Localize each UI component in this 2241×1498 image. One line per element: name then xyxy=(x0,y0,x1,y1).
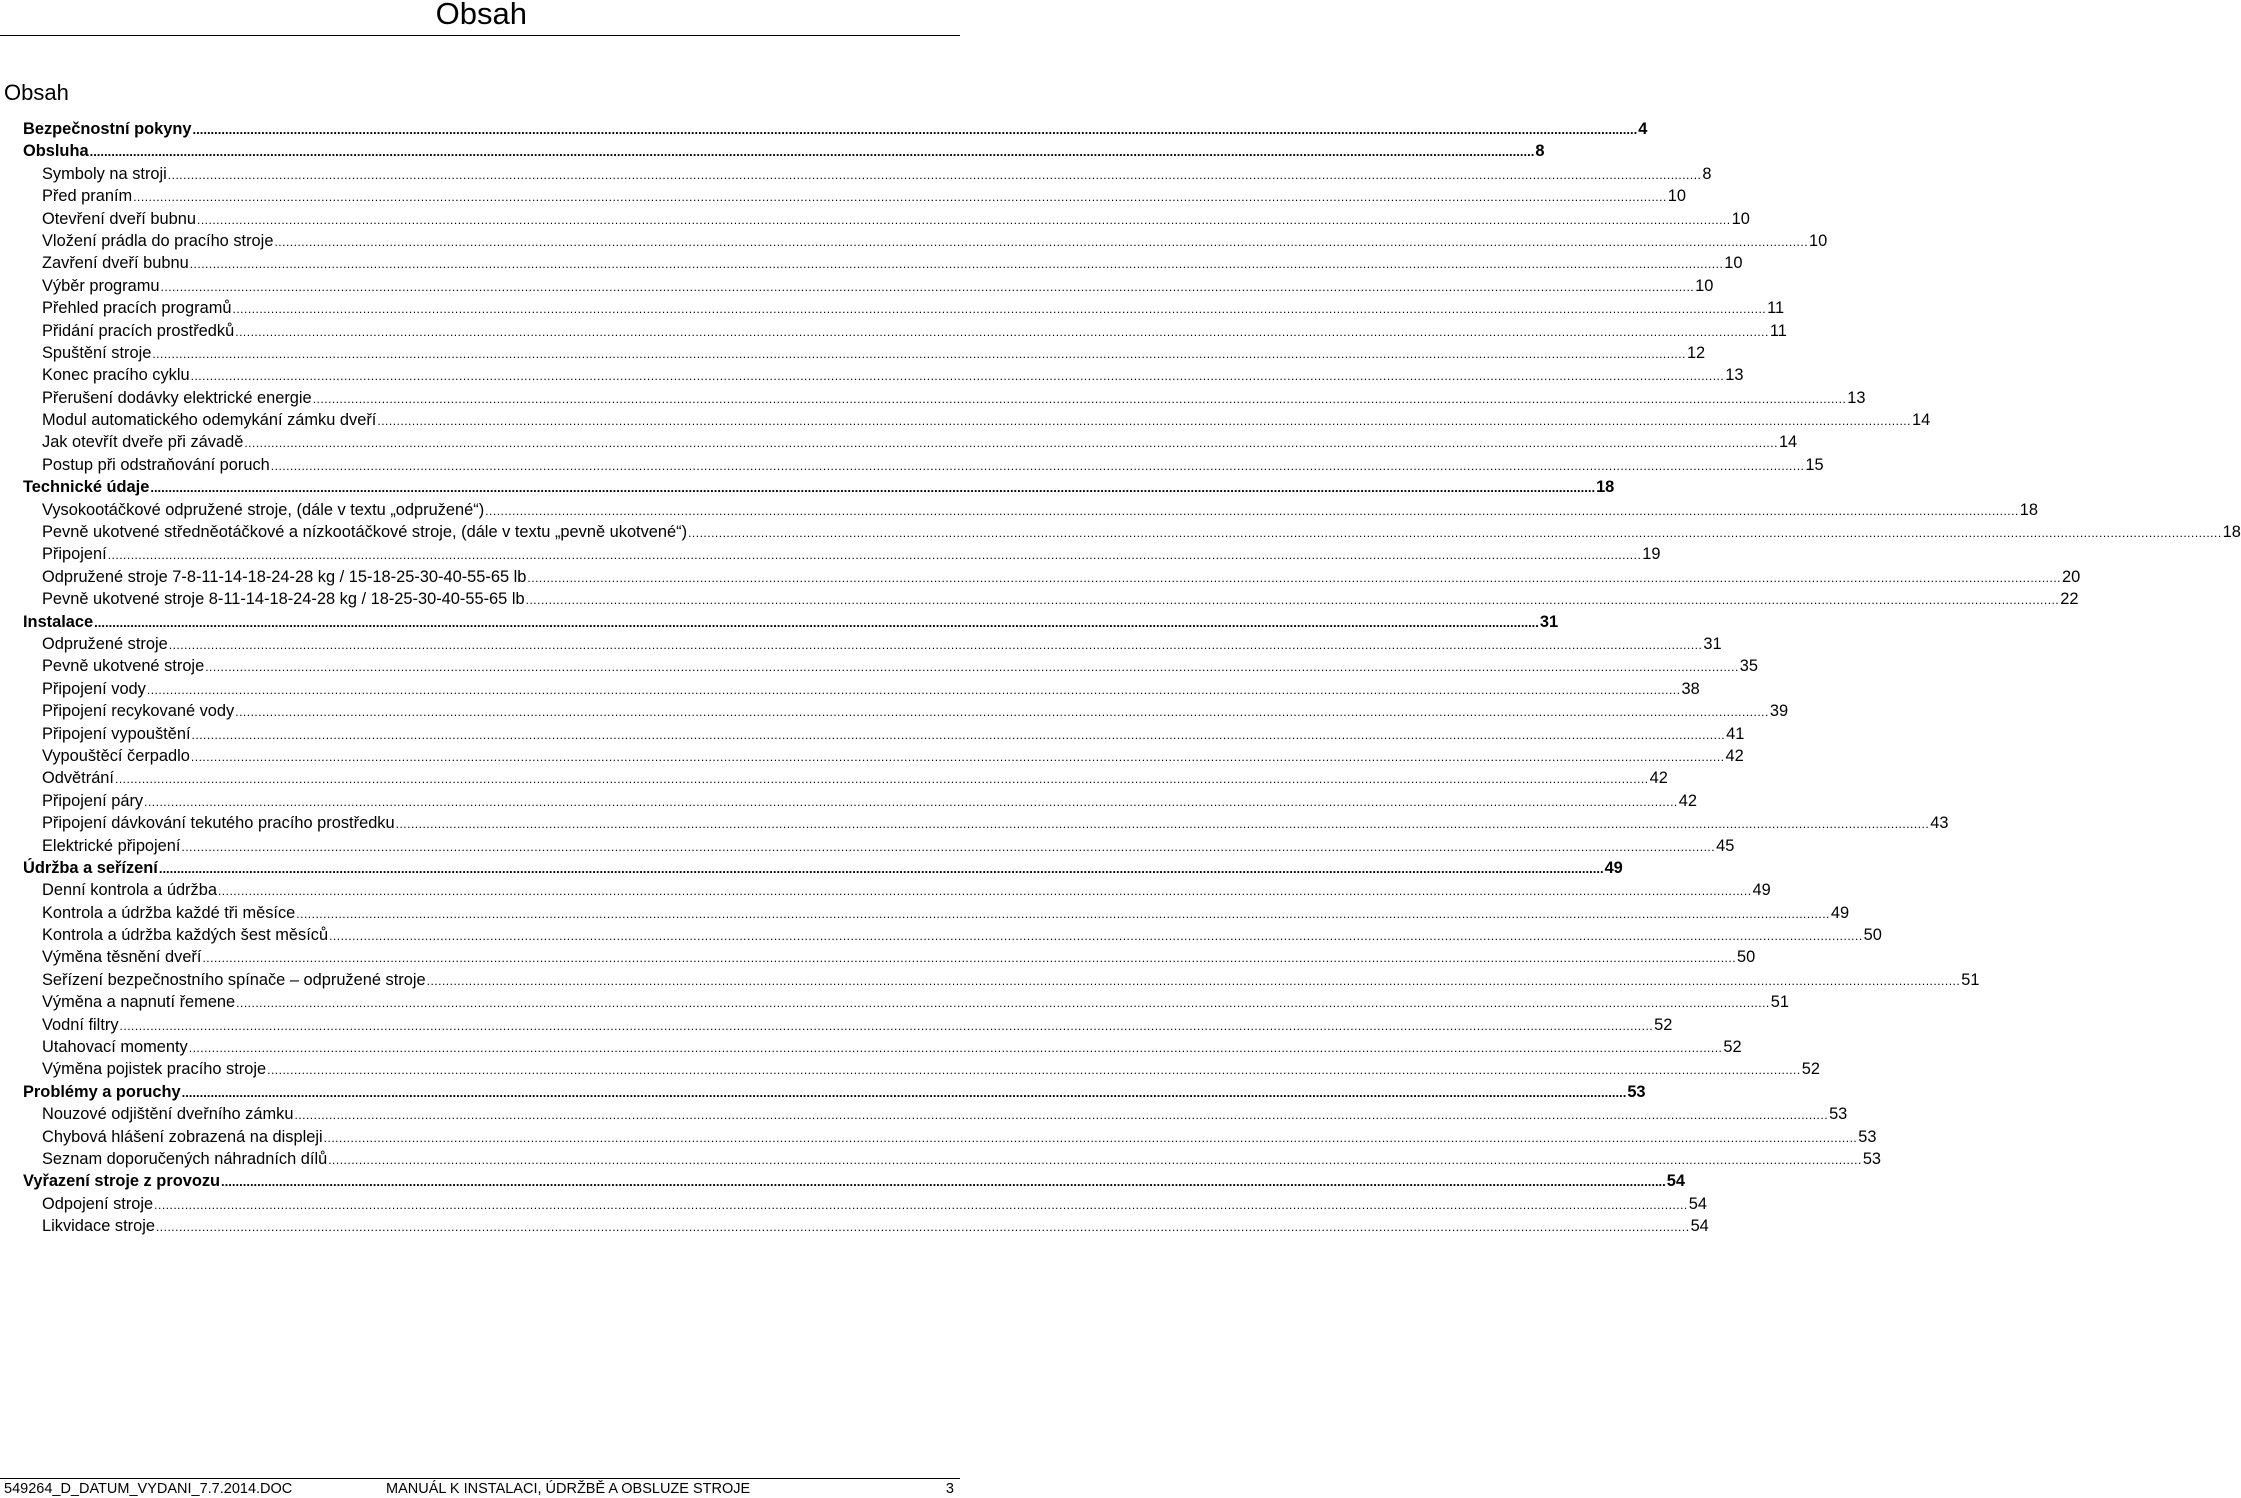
toc-section-entry[interactable] xyxy=(23,723,1745,745)
toc-dot-leader: ................................................................................................................................................................................................................................................................................................................................................................................................................ xyxy=(152,346,1686,361)
toc-page-number: 50 xyxy=(1737,948,1756,967)
toc-page-number: 31 xyxy=(1703,634,1722,653)
toc-page-number: 42 xyxy=(1725,746,1744,765)
toc-entry-text: Jak otevřít dveře při závadě xyxy=(42,433,244,452)
toc-section-entry[interactable] xyxy=(23,230,1828,252)
toc-entry-text: Připojení vody xyxy=(42,679,146,698)
toc-dot-leader: ................................................................................................................................................................................................................................................................................................................................................................................................................ xyxy=(190,749,1725,764)
page-footer xyxy=(0,1478,960,1498)
toc-entry-text: Vysokootáčkové odpružené stroje, (dále v textu „odpružené“) xyxy=(42,500,485,519)
page-header xyxy=(0,0,960,36)
toc-page-number: 49 xyxy=(1830,903,1850,922)
toc-dot-leader: ................................................................................................................................................................................................................................................................................................................................................................................................................ xyxy=(107,548,1642,563)
toc-page-number: 13 xyxy=(1847,388,1866,407)
toc-dot-leader: ................................................................................................................................................................................................................................................................................................................................................................................................................ xyxy=(312,391,1847,406)
toc-page-number: 53 xyxy=(1829,1105,1848,1124)
toc-page-number: 11 xyxy=(1769,321,1787,340)
toc-dot-leader: ................................................................................................................................................................................................................................................................................................................................................................................................................ xyxy=(192,122,1638,137)
toc-page-number: 10 xyxy=(1809,231,1828,250)
toc-page-number: 53 xyxy=(1862,1149,1882,1168)
toc-dot-leader: ................................................................................................................................................................................................................................................................................................................................................................................................................ xyxy=(527,570,2062,585)
toc-page-number: 31 xyxy=(1539,612,1559,631)
toc-section-entry[interactable] xyxy=(23,1215,1709,1237)
toc-dot-leader: ................................................................................................................................................................................................................................................................................................................................................................................................................ xyxy=(296,906,1830,921)
toc-page-number: 42 xyxy=(1678,791,1697,810)
toc-entry-text: Seznam doporučených náhradních dílů xyxy=(42,1149,328,1168)
toc-entry-text: Symboly na stroji xyxy=(42,164,167,183)
toc-entry-text: Otevření dveří bubnu xyxy=(42,209,196,228)
toc-entry-text: Chybová hlášení zobrazená na displeji xyxy=(42,1127,323,1146)
toc-entry-text: Problémy a poruchy xyxy=(23,1082,181,1101)
toc-dot-leader: ................................................................................................................................................................................................................................................................................................................................................................................................................ xyxy=(244,436,1778,451)
toc-entry-text: Technické údaje xyxy=(23,478,150,497)
toc-entry-text: Odpojení stroje xyxy=(42,1194,154,1213)
toc-section-entry[interactable] xyxy=(23,297,1785,319)
toc-section-entry[interactable] xyxy=(23,1193,1707,1215)
toc-dot-leader: ................................................................................................................................................................................................................................................................................................................................................................................................................ xyxy=(114,772,1649,787)
toc-entry-text: Výměna pojistek pracího stroje xyxy=(42,1060,267,1079)
toc-entry-text: Odpružené stroje xyxy=(42,634,168,653)
toc-section-entry[interactable] xyxy=(23,409,1931,431)
toc-section-entry[interactable] xyxy=(23,678,1700,700)
toc-section-entry[interactable] xyxy=(23,745,1744,767)
toc-dot-leader: ................................................................................................................................................................................................................................................................................................................................................................................................................ xyxy=(328,1152,1862,1167)
toc-page-number: 11 xyxy=(1767,299,1785,318)
toc-page-number: 14 xyxy=(1911,411,1931,430)
toc-entry-text: Likvidace stroje xyxy=(42,1217,155,1236)
toc-entry-text: Přehled pracích programů xyxy=(42,299,232,318)
toc-section-entry[interactable] xyxy=(23,252,1743,274)
toc-section-entry[interactable] xyxy=(23,924,1882,946)
footer-page-number: 3 xyxy=(945,1481,954,1497)
toc-section-entry[interactable] xyxy=(23,767,1668,789)
toc-entry-text: Odvětrání xyxy=(42,769,114,788)
toc-entry-text: Připojení recykované vody xyxy=(42,702,235,721)
toc-section-entry[interactable] xyxy=(23,543,1661,565)
toc-page-number: 10 xyxy=(1731,209,1750,228)
toc-page-number: 10 xyxy=(1695,276,1714,295)
toc-entry-text: Údržba a seřízení xyxy=(23,858,158,877)
toc-dot-leader: ................................................................................................................................................................................................................................................................................................................................................................................................................ xyxy=(323,1130,1858,1145)
toc-dot-leader: ................................................................................................................................................................................................................................................................................................................................................................................................................ xyxy=(329,929,1863,944)
toc-dot-leader: ................................................................................................................................................................................................................................................................................................................................................................................................................ xyxy=(377,414,1911,429)
toc-section-entry[interactable] xyxy=(23,387,1866,409)
footer-rule xyxy=(0,1478,960,1479)
toc-page-number: 13 xyxy=(1725,366,1744,385)
toc-page-number: 18 xyxy=(2222,523,2241,542)
toc-page-number: 12 xyxy=(1686,343,1706,362)
toc-chapter-entry[interactable] xyxy=(23,1081,1646,1103)
toc-entry-text: Vodní filtry xyxy=(42,1015,119,1034)
toc-entry-text: Denní kontrola a údržba xyxy=(42,881,217,900)
toc-page-number: 8 xyxy=(1535,142,1545,161)
toc-section-entry[interactable] xyxy=(23,342,1706,364)
toc-dot-leader: ................................................................................................................................................................................................................................................................................................................................................................................................................ xyxy=(119,1018,1654,1033)
toc-entry-text: Konec pracího cyklu xyxy=(42,366,190,385)
toc-page-number: 45 xyxy=(1716,836,1735,855)
toc-entry-text: Zavření dveří bubnu xyxy=(42,254,189,273)
toc-page-number: 51 xyxy=(1770,993,1789,1012)
toc-heading: Obsah xyxy=(4,80,69,105)
toc-entry-text: Připojení dávkování tekutého pracího prostředku xyxy=(42,814,395,833)
toc-entry-text: Připojení vypouštění xyxy=(42,724,191,743)
toc-dot-leader: ................................................................................................................................................................................................................................................................................................................................................................................................................ xyxy=(395,817,1930,832)
toc-dot-leader: ................................................................................................................................................................................................................................................................................................................................................................................................................ xyxy=(158,860,1604,876)
toc-page-number: 38 xyxy=(1681,679,1700,698)
toc-entry-text: Elektrické připojení xyxy=(42,836,181,855)
toc-page-number: 51 xyxy=(1961,970,1980,989)
toc-dot-leader: ................................................................................................................................................................................................................................................................................................................................................................................................................ xyxy=(426,973,1961,988)
toc-chapter-entry[interactable] xyxy=(23,476,1615,498)
toc-dot-leader: ................................................................................................................................................................................................................................................................................................................................................................................................................ xyxy=(89,144,1535,160)
toc-entry-text: Utahovací momenty xyxy=(42,1038,188,1057)
toc-page-number: 22 xyxy=(2060,590,2079,609)
toc-section-entry[interactable] xyxy=(23,969,1980,991)
toc-entry-text: Pevně ukotvené středněotáčkové a nízkootáčkové stroje, (dále v textu „pevně ukotvené“) xyxy=(42,523,688,542)
toc-dot-leader: ................................................................................................................................................................................................................................................................................................................................................................................................................ xyxy=(221,1174,1666,1190)
toc-entry-text: Výběr programu xyxy=(42,276,160,295)
toc-entry-text: Před praním xyxy=(42,187,133,206)
table-of-contents xyxy=(23,118,2241,1238)
toc-entry-text: Připojení xyxy=(42,545,107,564)
toc-entry-text: Seřízení bezpečnostního spínače – odpružené stroje xyxy=(42,970,426,989)
toc-section-entry[interactable] xyxy=(23,1103,1848,1125)
toc-section-entry[interactable] xyxy=(23,879,1771,901)
toc-page-number: 49 xyxy=(1752,881,1771,900)
toc-dot-leader: ................................................................................................................................................................................................................................................................................................................................................................................................................ xyxy=(154,1197,1688,1212)
toc-dot-leader: ................................................................................................................................................................................................................................................................................................................................................................................................................ xyxy=(189,257,1724,272)
toc-dot-leader: ................................................................................................................................................................................................................................................................................................................................................................................................................ xyxy=(267,1063,1801,1078)
toc-entry-text: Bezpečnostní pokyny xyxy=(23,120,192,138)
toc-section-entry[interactable] xyxy=(23,454,1824,476)
toc-section-entry[interactable] xyxy=(23,835,1735,857)
toc-section-entry[interactable] xyxy=(23,633,1722,655)
toc-section-entry[interactable] xyxy=(23,790,1697,812)
toc-page-number: 54 xyxy=(1688,1194,1707,1213)
header-rule xyxy=(0,35,960,36)
toc-chapter-entry[interactable] xyxy=(23,118,1648,140)
toc-entry-text: Vložení prádla do pracího stroje xyxy=(42,231,274,250)
toc-entry-text: Vypouštěcí čerpadlo xyxy=(42,746,190,765)
toc-page-number: 18 xyxy=(1596,478,1615,497)
toc-page-number: 19 xyxy=(1642,545,1661,564)
toc-page-number: 41 xyxy=(1726,724,1745,743)
toc-entry-text: Pevně ukotvené stroje xyxy=(42,657,205,676)
toc-section-entry[interactable] xyxy=(23,946,1756,968)
toc-page-number: 54 xyxy=(1690,1217,1709,1236)
toc-section-entry[interactable] xyxy=(23,364,1744,386)
toc-dot-leader: ................................................................................................................................................................................................................................................................................................................................................................................................................ xyxy=(202,951,1737,966)
toc-dot-leader: ................................................................................................................................................................................................................................................................................................................................................................................................................ xyxy=(167,167,1702,182)
toc-section-entry[interactable] xyxy=(23,902,1850,924)
toc-section-entry[interactable] xyxy=(23,185,1687,207)
toc-entry-text: Kontrola a údržba každé tři měsíce xyxy=(42,903,296,922)
toc-section-entry[interactable] xyxy=(23,566,2081,588)
toc-section-entry[interactable] xyxy=(23,588,2079,610)
toc-dot-leader: ................................................................................................................................................................................................................................................................................................................................................................................................................ xyxy=(191,727,1726,742)
toc-entry-text: Vyřazení stroje z provozu xyxy=(23,1172,221,1191)
toc-section-entry[interactable] xyxy=(23,163,1712,185)
toc-dot-leader: ................................................................................................................................................................................................................................................................................................................................................................................................................ xyxy=(274,234,1809,249)
toc-chapter-entry[interactable] xyxy=(23,857,1623,879)
toc-page-number: 18 xyxy=(2019,500,2039,519)
toc-page-number: 10 xyxy=(1724,254,1743,273)
toc-dot-leader: ................................................................................................................................................................................................................................................................................................................................................................................................................ xyxy=(181,1084,1627,1100)
toc-section-entry[interactable] xyxy=(23,320,1787,342)
toc-dot-leader: ................................................................................................................................................................................................................................................................................................................................................................................................................ xyxy=(181,839,1716,854)
toc-dot-leader: ................................................................................................................................................................................................................................................................................................................................................................................................................ xyxy=(188,1041,1723,1056)
toc-entry-text: Kontrola a údržba každých šest měsíců xyxy=(42,926,329,945)
toc-page-number: 52 xyxy=(1801,1060,1820,1079)
toc-dot-leader: ................................................................................................................................................................................................................................................................................................................................................................................................................ xyxy=(133,190,1667,205)
toc-section-entry[interactable] xyxy=(23,1036,1742,1058)
toc-dot-leader: ................................................................................................................................................................................................................................................................................................................................................................................................................ xyxy=(205,660,1739,675)
toc-page-number: 54 xyxy=(1666,1172,1686,1191)
toc-section-entry[interactable] xyxy=(23,700,1789,722)
toc-section-entry[interactable] xyxy=(23,812,1949,834)
toc-page-number: 4 xyxy=(1638,120,1648,138)
toc-section-entry[interactable] xyxy=(23,1058,1820,1080)
toc-section-entry[interactable] xyxy=(23,1126,1877,1148)
toc-dot-leader: ................................................................................................................................................................................................................................................................................................................................................................................................................ xyxy=(294,1108,1829,1123)
toc-dot-leader: ................................................................................................................................................................................................................................................................................................................................................................................................................ xyxy=(94,614,1539,630)
toc-page-number: 53 xyxy=(1627,1082,1646,1101)
toc-dot-leader: ................................................................................................................................................................................................................................................................................................................................................................................................................ xyxy=(688,526,2222,541)
toc-page-number: 10 xyxy=(1667,187,1687,206)
toc-dot-leader: ................................................................................................................................................................................................................................................................................................................................................................................................................ xyxy=(155,1220,1690,1235)
toc-entry-text: Pevně ukotvené stroje 8-11-14-18-24-28 kg / 18-25-30-40-55-65 lb xyxy=(42,590,525,609)
toc-section-entry[interactable] xyxy=(23,1014,1673,1036)
toc-dot-leader: ................................................................................................................................................................................................................................................................................................................................................................................................................ xyxy=(160,279,1695,294)
toc-section-entry[interactable] xyxy=(23,275,1714,297)
toc-section-entry[interactable] xyxy=(23,208,1750,230)
toc-entry-text: Přerušení dodávky elektrické energie xyxy=(42,388,312,407)
toc-dot-leader: ................................................................................................................................................................................................................................................................................................................................................................................................................ xyxy=(168,637,1703,652)
toc-entry-text: Odpružené stroje 7-8-11-14-18-24-28 kg / 15-18-25-30-40-55-65 lb xyxy=(42,567,527,586)
toc-section-entry[interactable] xyxy=(23,655,1759,677)
toc-chapter-entry[interactable] xyxy=(23,1170,1686,1192)
toc-page-number: 8 xyxy=(1702,164,1712,183)
toc-section-entry[interactable] xyxy=(23,431,1798,453)
toc-dot-leader: ................................................................................................................................................................................................................................................................................................................................................................................................................ xyxy=(196,212,1731,227)
footer-doc-id: 549264_D_DATUM_VYDANI_7.7.2014.DOC xyxy=(4,1481,293,1497)
toc-dot-leader: ................................................................................................................................................................................................................................................................................................................................................................................................................ xyxy=(525,593,2060,608)
toc-dot-leader: ................................................................................................................................................................................................................................................................................................................................................................................................................ xyxy=(485,503,2019,518)
toc-entry-text: Obsluha xyxy=(23,142,89,161)
toc-section-entry[interactable] xyxy=(23,521,2241,543)
toc-entry-text: Modul automatického odemykání zámku dveří xyxy=(42,411,377,430)
toc-entry-text: Nouzové odjištění dveřního zámku xyxy=(42,1105,294,1124)
toc-dot-leader: ................................................................................................................................................................................................................................................................................................................................................................................................................ xyxy=(232,302,1767,317)
toc-dot-leader: ................................................................................................................................................................................................................................................................................................................................................................................................................ xyxy=(236,996,1770,1011)
toc-dot-leader: ................................................................................................................................................................................................................................................................................................................................................................................................................ xyxy=(146,682,1681,697)
toc-page-number: 35 xyxy=(1739,657,1759,676)
toc-chapter-entry[interactable] xyxy=(23,140,1545,162)
toc-page-number: 53 xyxy=(1858,1127,1877,1146)
toc-page-number: 43 xyxy=(1930,814,1949,833)
footer-manual-title: MANUÁL K INSTALACI, ÚDRŽBĚ A OBSLUZE STROJE xyxy=(386,1481,751,1497)
toc-page-number: 49 xyxy=(1604,858,1623,877)
toc-page-number: 50 xyxy=(1863,926,1882,945)
toc-dot-leader: ................................................................................................................................................................................................................................................................................................................................................................................................................ xyxy=(270,458,1805,473)
toc-page-number: 39 xyxy=(1769,702,1789,721)
toc-dot-leader: ................................................................................................................................................................................................................................................................................................................................................................................................................ xyxy=(190,369,1725,384)
toc-dot-leader: ................................................................................................................................................................................................................................................................................................................................................................................................................ xyxy=(235,705,1769,720)
toc-entry-text: Postup při odstraňování poruch xyxy=(42,455,270,474)
toc-page-number: 14 xyxy=(1778,433,1798,452)
toc-section-entry[interactable] xyxy=(23,499,2039,521)
toc-page-number: 52 xyxy=(1654,1015,1673,1034)
toc-section-entry[interactable] xyxy=(23,1148,1882,1170)
toc-dot-leader: ................................................................................................................................................................................................................................................................................................................................................................................................................ xyxy=(217,884,1752,899)
toc-dot-leader: ................................................................................................................................................................................................................................................................................................................................................................................................................ xyxy=(150,480,1596,496)
toc-entry-text: Přidání pracích prostředků xyxy=(42,321,235,340)
toc-page-number: 42 xyxy=(1649,769,1668,788)
toc-page-number: 15 xyxy=(1805,455,1824,474)
toc-page-number: 52 xyxy=(1723,1038,1742,1057)
toc-entry-text: Výměna těsnění dveří xyxy=(42,948,202,967)
toc-chapter-entry[interactable] xyxy=(23,611,1559,633)
toc-section-entry[interactable] xyxy=(23,991,1789,1013)
toc-dot-leader: ................................................................................................................................................................................................................................................................................................................................................................................................................ xyxy=(235,324,1769,339)
toc-page-number: 20 xyxy=(2062,567,2081,586)
page-title: Obsah xyxy=(435,0,527,31)
toc-entry-text: Instalace xyxy=(23,612,94,631)
toc-entry-text: Spuštění stroje xyxy=(42,343,152,362)
toc-entry-text: Připojení páry xyxy=(42,791,144,810)
toc-entry-text: Výměna a napnutí řemene xyxy=(42,993,236,1012)
toc-dot-leader: ................................................................................................................................................................................................................................................................................................................................................................................................................ xyxy=(144,794,1678,809)
